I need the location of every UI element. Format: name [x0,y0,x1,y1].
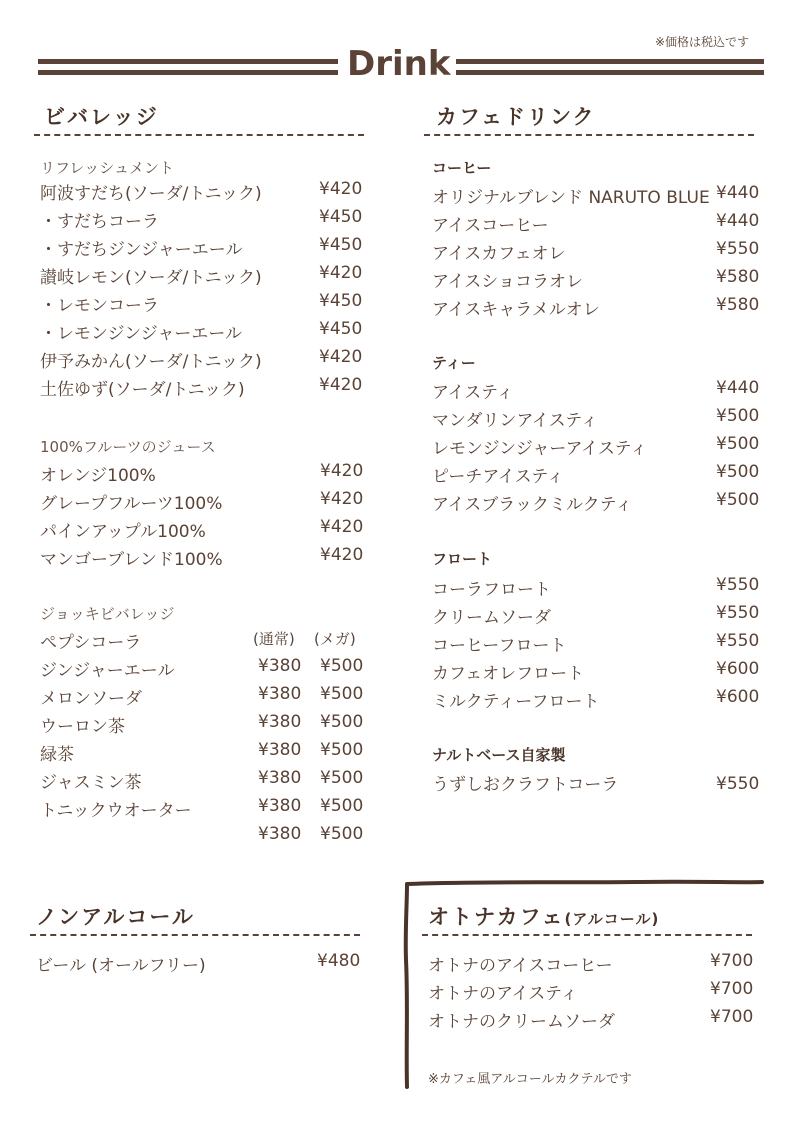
menu-item-price: ¥500 [716,462,760,482]
menu-item-price: ¥420 [320,489,364,509]
menu-item [432,687,772,715]
menu-item [40,179,380,207]
subsection-label-homemade: ナルトベース自家製 [432,746,566,764]
menu-item [432,490,772,518]
menu-item [432,575,772,603]
menu-item-price: ¥550 [716,774,760,794]
menu-item-name: ピーチアイスティ [432,467,564,487]
menu-item-name: アイスショコラオレ [432,272,583,292]
menu-item-price-mega: ¥500 [320,824,364,844]
menu-item-name: ・レモンコーラ [40,296,159,316]
menu-item-name: ビール (オールフリー) [36,956,206,976]
menu-item-name: 讃岐レモン(ソーダ/トニック) [40,268,262,288]
header-rule-right-top [456,59,764,64]
section-divider-otona [422,934,752,936]
section-title-cafe: カフェドリンク [436,105,596,129]
menu-item-price-regular: ¥380 [258,656,302,676]
menu-item [40,824,380,852]
menu-item [40,207,380,235]
menu-item-price: ¥700 [710,951,754,971]
section-divider-beverage [34,134,364,136]
otona-note: ※カフェ風アルコールカクテルです [428,1072,632,1087]
menu-item-price: ¥600 [716,659,760,679]
menu-item-price: ¥450 [319,291,363,311]
menu-item-name: クリームソーダ [432,608,551,628]
menu-item [40,263,380,291]
menu-item-price: ¥550 [716,603,760,623]
menu-item-price: ¥450 [319,235,363,255]
menu-item-name: レモンジンジャーアイスティ [432,439,648,459]
menu-item [432,659,772,687]
menu-item-price: ¥580 [716,267,760,287]
menu-item-price: ¥450 [319,207,363,227]
menu-item [428,1007,768,1035]
section-divider-nonalcohol [30,934,360,936]
menu-item-price: ¥420 [320,517,364,537]
menu-item-price: ¥500 [716,406,760,426]
menu-item [432,603,772,631]
menu-item-name: アイスティ [432,383,514,403]
menu-item-name: カフェオレフロート [432,664,585,684]
menu-item-name: アイスカフェオレ [432,244,566,264]
section-title-beverage: ビバレッジ [44,105,159,129]
menu-item-price: ¥440 [716,378,760,398]
menu-item-name: マンダリンアイスティ [432,411,598,431]
menu-item-price: ¥420 [319,179,363,199]
menu-item-name: ジンジャーエール [40,661,175,681]
menu-item-name: 緑茶 [40,745,74,765]
menu-item-name: コーラフロート [432,580,551,600]
menu-item-name: マンゴーブレンド100% [40,550,223,570]
menu-item-name: コーヒーフロート [432,636,567,656]
menu-item-price-regular: ¥380 [258,824,302,844]
menu-item-price: ¥550 [716,575,760,595]
menu-item-name: オトナのアイスコーヒー [428,956,613,976]
menu-item-price-regular: ¥380 [258,740,302,760]
menu-item [432,406,772,434]
section-divider-cafe [424,134,754,136]
menu-item-name: ・すだちジンジャーエール [40,240,243,260]
menu-item-name: ジャスミン茶 [40,773,142,793]
menu-item-name: オリジナルブレンド NARUTO BLUE [432,188,710,208]
menu-item [432,434,772,462]
menu-item-price-regular: ¥380 [258,712,302,732]
menu-item [40,656,380,684]
menu-item [432,183,772,211]
column-header-mega: (メガ) [314,630,356,648]
menu-item-name: ウーロン茶 [40,717,125,737]
menu-item [432,211,772,239]
menu-item-price: ¥580 [716,295,760,315]
menu-item-price: ¥550 [716,631,760,651]
tax-note: ※価格は税込です [655,35,750,49]
column-header-regular: (通常) [253,630,295,648]
menu-item [428,951,768,979]
menu-item-price-mega: ¥500 [320,656,364,676]
menu-item [432,295,772,323]
menu-item [40,461,380,489]
menu-item-name: オレンジ100% [40,466,156,486]
menu-item-price-mega: ¥500 [320,684,364,704]
menu-item-name: パインアップル100% [40,522,206,542]
menu-item-price-mega: ¥500 [320,740,364,760]
menu-item [40,628,380,656]
subsection-label-tea: ティー [432,354,476,372]
menu-item-name: 阿波すだち(ソーダ/トニック) [40,184,262,204]
menu-item [40,517,380,545]
menu-item-name: ・レモンジンジャーエール [40,324,243,344]
header-rule-left-bottom [38,70,338,75]
menu-item-price: ¥420 [319,375,363,395]
menu-item-price: ¥700 [710,1007,754,1027]
menu-item [432,267,772,295]
menu-item [40,489,380,517]
menu-item-price: ¥550 [716,239,760,259]
menu-item-price-regular: ¥380 [258,684,302,704]
menu-item-price: ¥440 [716,183,760,203]
header-rule-left-top [38,59,338,64]
menu-item-name: ・すだちコーラ [40,212,159,232]
subsection-label-jug: ジョッキビバレッジ [40,605,175,623]
section-title-nonalcohol: ノンアルコール [36,905,195,929]
menu-item-name: アイスキャラメルオレ [432,300,600,320]
menu-item-price: ¥440 [716,211,760,231]
page-title: Drink [347,44,451,84]
menu-item-price: ¥420 [319,347,363,367]
menu-item [40,291,380,319]
menu-item [432,770,772,798]
menu-item-price: ¥420 [320,461,364,481]
menu-item-name: 伊予みかん(ソーダ/トニック) [40,352,262,372]
menu-item [432,378,772,406]
otona-title-main: オトナカフェ [428,905,565,929]
menu-item [40,712,380,740]
menu-item-name: アイスコーヒー [432,216,549,236]
menu-item-name: 土佐ゆず(ソーダ/トニック) [40,380,245,400]
menu-item-price-mega: ¥500 [320,796,364,816]
menu-item-price-mega: ¥500 [320,768,364,788]
menu-item [40,545,380,573]
menu-item [432,462,772,490]
menu-item [40,375,380,403]
menu-item-name: グレープフルーツ100% [40,494,223,514]
menu-item-name: アイスブラックミルクティ [432,495,633,515]
menu-item-price: ¥500 [716,434,760,454]
menu-item [36,951,376,979]
header-rule-right-bottom [456,70,764,75]
subsection-label-juice: 100%フルーツのジュース [40,438,216,456]
menu-item [40,768,380,796]
menu-item-price: ¥480 [317,951,361,971]
menu-item-price: ¥420 [319,263,363,283]
menu-item [40,740,380,768]
menu-item-name: うずしおクラフトコーラ [432,775,619,795]
menu-item-price-regular: ¥380 [258,768,302,788]
menu-item-price: ¥420 [320,545,364,565]
menu-item [40,235,380,263]
menu-item-price: ¥700 [710,979,754,999]
menu-item [40,347,380,375]
subsection-label-coffee: コーヒー [432,159,492,177]
menu-item-name: ペプシコーラ [40,633,142,653]
menu-item-name: ミルクティーフロート [432,692,600,712]
menu-item-price: ¥500 [716,490,760,510]
menu-item [40,796,380,824]
section-title-otona [428,901,659,931]
subsection-label-refresh: リフレッシュメント [40,159,174,177]
menu-item [432,239,772,267]
menu-item [428,979,768,1007]
menu-item-name: トニックウオーター [40,801,192,821]
subsection-label-float: フロート [432,550,493,568]
menu-item [40,684,380,712]
menu-item-name: オトナのアイスティ [428,984,578,1004]
menu-item-name: オトナのクリームソーダ [428,1012,615,1032]
menu-item-price-regular: ¥380 [258,796,302,816]
menu-item-price-mega: ¥500 [320,712,364,732]
otona-title-sub: (アルコール) [564,910,660,928]
menu-item-price: ¥600 [716,687,760,707]
menu-item-price: ¥450 [319,319,363,339]
menu-item [40,319,380,347]
menu-item-name: メロンソーダ [40,689,142,709]
menu-item [432,631,772,659]
